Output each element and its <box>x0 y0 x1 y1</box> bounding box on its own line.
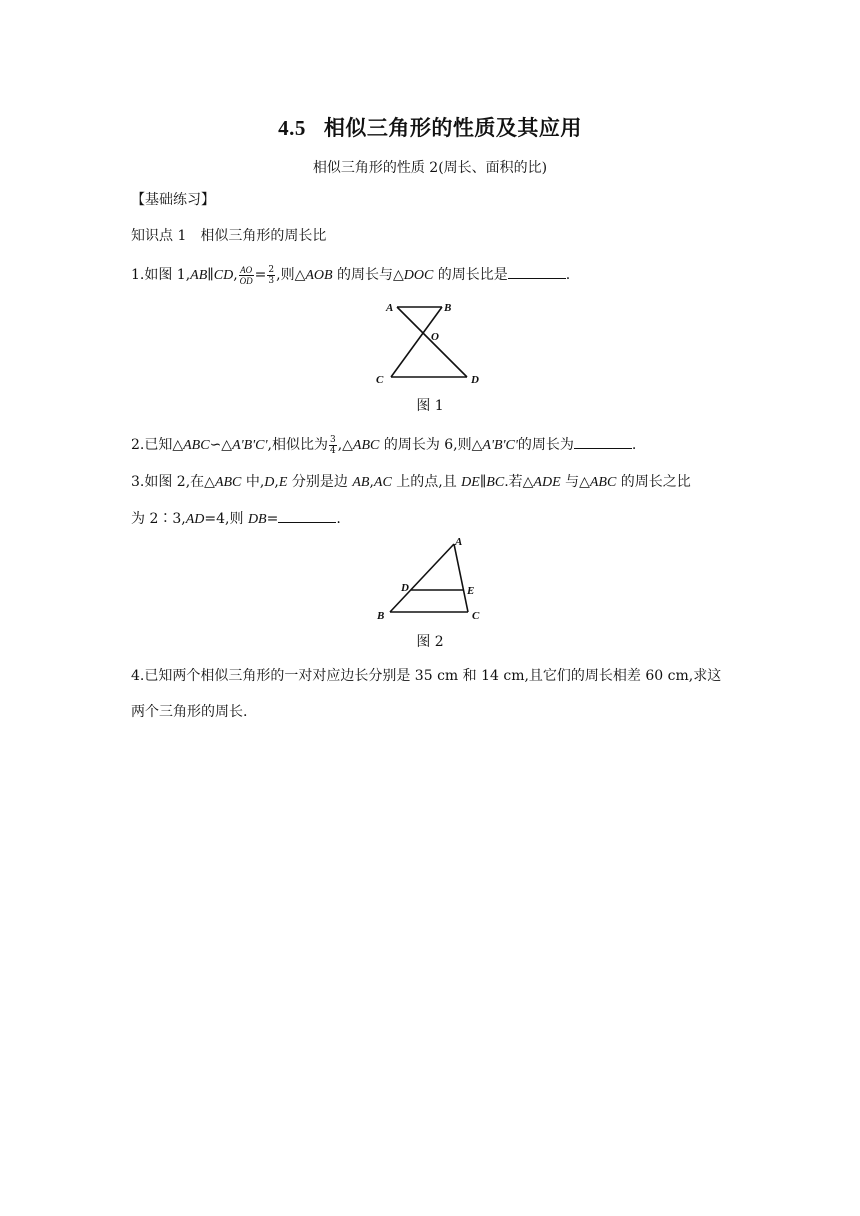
fraction-numerator: 3 <box>329 434 336 445</box>
q1-text: = <box>254 267 267 283</box>
q3-text: =4,则 <box>204 511 248 527</box>
figure-1-diagram <box>370 296 490 386</box>
q3-text: .若△ <box>504 474 534 490</box>
answer-blank-3 <box>278 508 336 523</box>
fraction-denominator: OD <box>239 275 253 286</box>
q3-text: 为 2∶3, <box>131 511 186 527</box>
section-number: 4.5 <box>278 116 306 140</box>
q3-math: ABC <box>589 475 617 490</box>
q1-math: AB∥CD <box>190 268 234 283</box>
q2-text: 的周长为 6,则△ <box>379 437 483 453</box>
figure-2-caption: 图 2 <box>416 634 444 650</box>
label-b: B <box>444 302 452 314</box>
label-c: C <box>376 374 384 386</box>
q2-math: A'B'C' <box>482 438 518 453</box>
q3-text: 中, <box>241 474 265 490</box>
section-title: 相似三角形的性质及其应用 <box>323 116 582 140</box>
q1-math: AOB <box>305 268 333 283</box>
figure-2-diagram <box>370 533 495 625</box>
q2-text: . <box>631 437 637 453</box>
q3-math: D <box>264 475 275 490</box>
q2-text: ,相似比为 <box>267 437 328 453</box>
q3-text: 与△ <box>560 474 590 490</box>
segment-ab <box>390 544 454 612</box>
q3-math: AC <box>373 475 392 490</box>
segment-ac <box>454 544 468 612</box>
q3-text: 的周长之比 <box>616 474 691 490</box>
section-label: 【基础练习】 <box>131 192 215 208</box>
question-4-line-1: 4.已知两个相似三角形的一对对应边长分别是 35 cm 和 14 cm,且它们的周长相差 60 cm,求这 <box>131 668 722 684</box>
q1-fraction-2-3 <box>267 265 275 286</box>
q2-math: ABC <box>183 438 210 453</box>
question-3-line-2 <box>131 508 341 530</box>
label-d: D <box>471 374 479 386</box>
q2-text: 2.已知△ <box>131 437 184 453</box>
q3-text: , <box>274 474 279 490</box>
page-subtitle: 相似三角形的性质 2(周长、面积的比) <box>312 160 548 176</box>
q2-text: ∽△ <box>209 437 233 453</box>
q2-math: A'B'C' <box>232 438 268 453</box>
answer-blank-1 <box>508 264 566 279</box>
q3-text: 3.如图 2,在△ <box>131 474 215 490</box>
q3-text: 分别是边 <box>287 474 353 490</box>
fraction-numerator: 2 <box>268 264 275 275</box>
label-b: B <box>377 610 385 622</box>
label-o: O <box>431 331 439 343</box>
knowledge-point-heading: 知识点 1 相似三角形的周长比 <box>131 228 327 244</box>
label-c: C <box>472 610 480 622</box>
question-1 <box>131 264 570 286</box>
q2-text: ,△ <box>337 437 353 453</box>
label-a: A <box>386 302 394 314</box>
q1-text: . <box>565 267 571 283</box>
page-title <box>0 112 860 142</box>
q3-math: AB <box>352 475 370 490</box>
q3-math: E <box>278 475 288 490</box>
question-3-line-1 <box>131 472 691 493</box>
q3-math: DE∥BC <box>461 475 505 490</box>
question-4-line-2: 两个三角形的周长. <box>131 704 248 720</box>
answer-blank-2 <box>574 434 632 449</box>
question-2 <box>131 434 636 456</box>
fraction-denominator: 3 <box>268 275 275 286</box>
label-a: A <box>455 536 463 548</box>
figure-1-caption: 图 1 <box>416 398 444 414</box>
q3-math: ADE <box>533 475 561 490</box>
fraction-numerator: AO <box>240 264 253 275</box>
q1-text: ,则△ <box>276 267 306 283</box>
q3-text: . <box>336 511 341 527</box>
q3-text: = <box>266 511 279 527</box>
q2-fraction-3-4 <box>329 435 337 456</box>
q3-math: DB <box>247 512 267 527</box>
q1-math: DOC <box>403 268 434 283</box>
q3-text: 上的点,且 <box>391 474 462 490</box>
q3-text: , <box>369 474 374 490</box>
q1-fraction-ao-od <box>239 265 254 286</box>
label-d: D <box>401 582 409 594</box>
q1-text: 的周长比是 <box>433 267 508 283</box>
q3-math: ABC <box>214 475 242 490</box>
q1-text: 的周长与△ <box>332 267 404 283</box>
q2-text: 的周长为 <box>517 437 574 453</box>
fraction-denominator: 4 <box>329 445 336 456</box>
q2-math: ABC <box>352 438 380 453</box>
q1-text: 1.如图 1, <box>131 267 191 283</box>
label-e: E <box>467 585 475 597</box>
q1-text: , <box>233 267 238 283</box>
q3-math: AD <box>185 512 205 527</box>
